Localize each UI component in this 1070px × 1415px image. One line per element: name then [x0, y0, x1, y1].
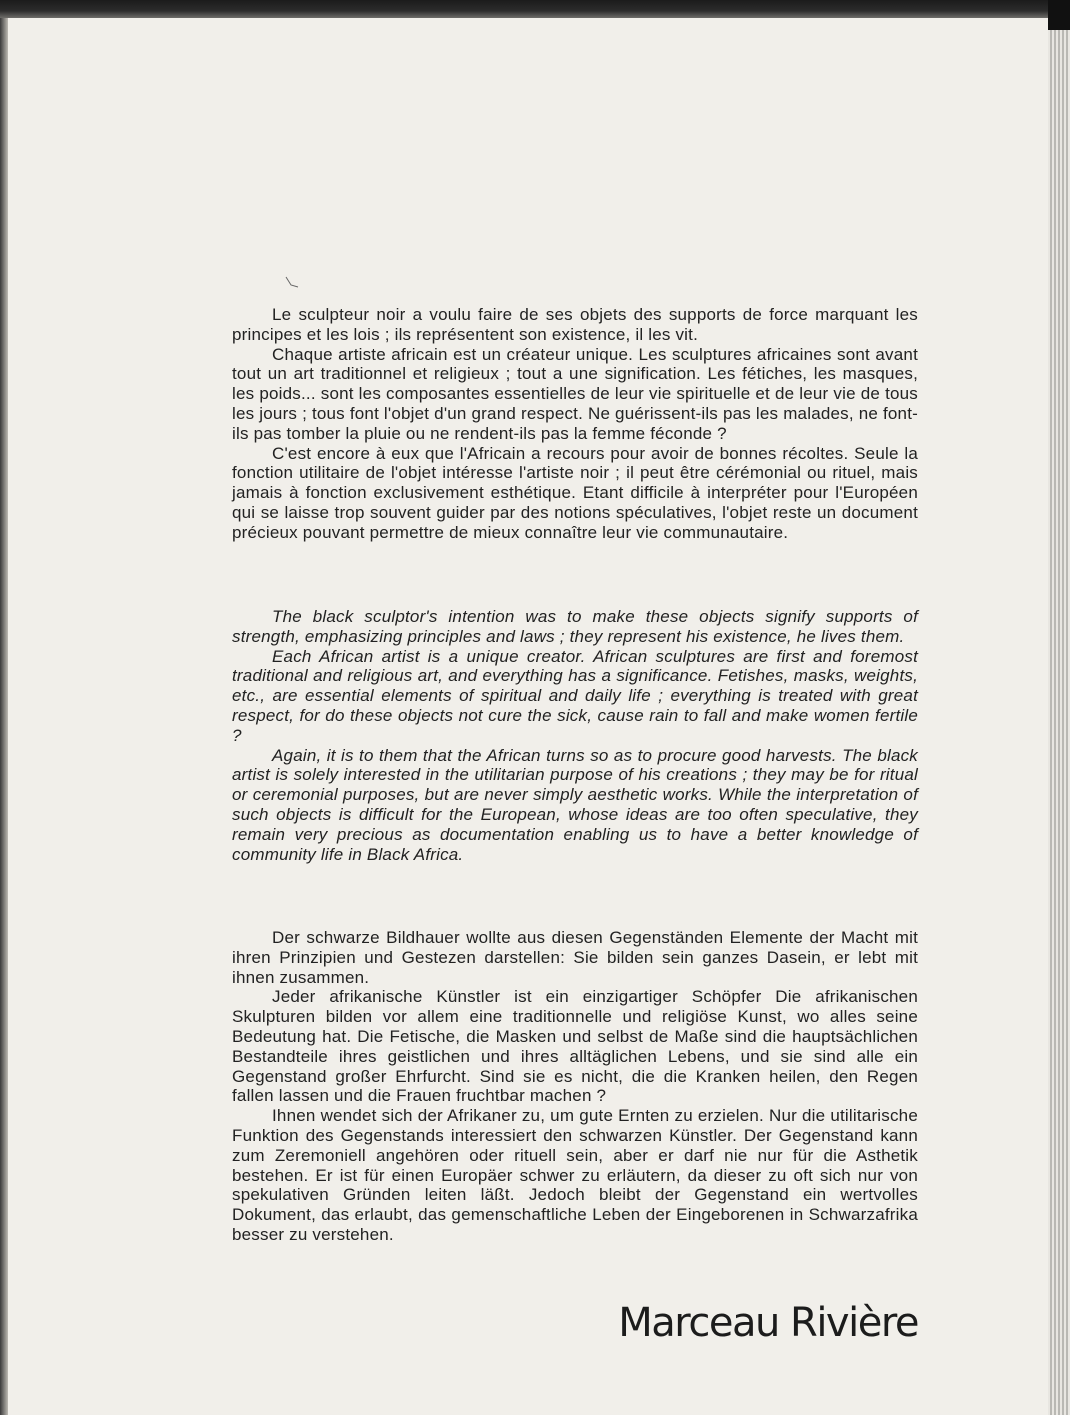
- french-paragraph-2: Chaque artiste africain est un créateur unique. Les sculptures africaines sont avant tout un art traditionnel et religieux ; tout a une signification. Les fétiches, les masques, les poids... sont les composantes essentielles de leur vie spirituelle et de leur vie de tous les jours ; tous font l'objet d'un grand respect. Ne guérissent-ils pas les malades, ne font-ils pas tomber la pluie ou ne rendent-ils pas la femme féconde ?: [232, 344, 918, 443]
- author-signature: Marceau Rivière: [618, 1300, 918, 1346]
- french-paragraph-3: C'est encore à eux que l'Africain a recours pour avoir de bonnes récoltes. Seule la fonction utilitaire de l'objet intéresse l'artiste noir ; il peut être cérémonial ou rituel, mais jamais à fonction exclusivement esthétique. Etant difficile à interpréter pour l'Européen qui se laisse trop souvent guider par des notions spéculatives, l'objet reste un document précieux pouvant permettre de mieux connaître leur vie communautaire.: [232, 443, 918, 542]
- english-text-block: [232, 607, 918, 864]
- top-shadow-band: [0, 0, 1048, 18]
- french-text-block: [232, 305, 918, 543]
- english-paragraph-1: The black sculptor's intention was to make these objects signify supports of strength, emphasizing principles and laws ; they represent his existence, he lives them.: [232, 607, 918, 646]
- english-paragraph-3: Again, it is to them that the African turns so as to procure good harvests. The black artist is solely interested in the utilitarian purpose of his creations ; they may be for ritual or ceremonial purposes, but are never simply aesthetic works. While the interpretation of such objects is difficult for the European, whose ideas are too often speculative, they remain very precious as documentation enabling us to have a better knowledge of community life in Black Africa.: [232, 745, 918, 864]
- german-paragraph-1: Der schwarze Bildhauer wollte aus diesen Gegenständen Elemente der Macht mit ihren Prinzipien und Gestezen darstellen: Sie bilden sein ganzes Dasein, er lebt mit ihnen zusammen.: [232, 928, 918, 987]
- german-paragraph-3: Ihnen wendet sich der Afrikaner zu, um gute Ernten zu erzielen. Nur die utilitarische Funktion des Gegenstands interessiert den schwarzen Künstler. Der Gegenstand kann zum Zeremoniell angehören oder rituell sein, aber er darf nie nur für die Asthetik bestehen. Er ist für einen Europäer schwer zu erläutern, da dieser zu oft sich nur von spekulativen Gründen leiten läßt. Jedoch bleibt der Gegenstand ein wertvolles Dokument, das erlaubt, das gemenschaftliche Leben der Eingeborenen in Schwarzafrika besser zu verstehen.: [232, 1106, 918, 1244]
- page-stack-corner: [1048, 0, 1070, 30]
- german-text-block: [232, 928, 918, 1245]
- page-stack-edge: [1048, 30, 1070, 1415]
- english-paragraph-2: Each African artist is a unique creator. African sculptures are first and foremost traditional and religious art, and everything has a significance. Fetishes, masks, weights, etc., are essential elements of spiritual and daily life ; everything is treated with great respect, for do these objects not cure the sick, cause rain to fall and make women fertile ?: [232, 646, 918, 745]
- german-paragraph-2: Jeder afrikanische Künstler ist ein einzigartiger Schöpfer Die afrikanischen Skulpturen bilden vor allem eine traditionnelle und religiöse Kunst, wo alles seine Bedeutung hat. Die Fetische, die Masken und selbst de Maße sind die hauptsächlichen Bestandteile ihres geistlichen und ihres alltäglichen Lebens, und sie sind alle ein Gegenstand großer Ehrfurcht. Sind sie es nicht, die die Kranken heilen, den Regen fallen lassen und die Frauen fruchtbar machen ?: [232, 987, 918, 1106]
- pencil-mark-icon: [285, 276, 299, 288]
- french-paragraph-1: Le sculpteur noir a voulu faire de ses objets des supports de force marquant les principes et les lois ; ils représentent son existence, il les vit.: [232, 305, 918, 344]
- page-gutter-shadow: [0, 18, 8, 1415]
